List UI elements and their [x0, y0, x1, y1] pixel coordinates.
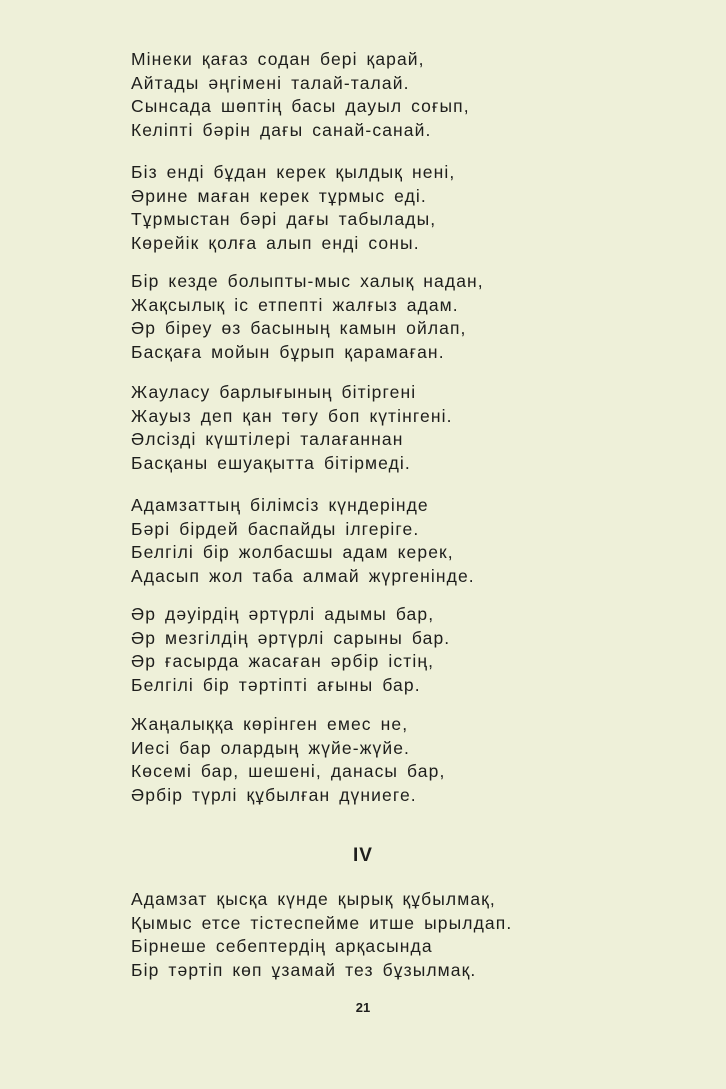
section-heading: IV [353, 845, 373, 866]
verse-line: Белгілі бір тәртіпті ағыны бар. [131, 674, 421, 695]
verse-line: Басқаны ешуақытта бітірмеді. [131, 452, 411, 473]
stanza-4 [131, 381, 453, 475]
verse-line: Әр мезгілдің әртүрлі сарыны бар. [131, 627, 451, 648]
verse-line: Көсемі бар, шешені, данасы бар, [131, 761, 446, 781]
stanza-3 [131, 270, 484, 364]
verse-line: Жақсылық іс етпепті жалғыз адам. [131, 294, 459, 315]
verse-line: Айтады әңгімені талай-талай. [131, 72, 410, 93]
verse-line: Бәрі бірдей баспайды ілгеріге. [131, 518, 420, 539]
verse-line: Адамзат қысқа күнде қырық құбылмақ, [131, 889, 496, 909]
verse-line: Белгілі бір жолбасшы адам керек, [131, 542, 454, 562]
verse-line: Әр біреу өз басының камын ойлап, [131, 318, 467, 338]
verse-line: Адамзаттың білімсіз күндерінде [131, 495, 429, 515]
verse-line: Бірнеше себептердің арқасында [131, 936, 433, 956]
verse-line: Адасып жол таба алмай жүргенінде. [131, 565, 475, 586]
page-number: 21 [355, 1000, 371, 1015]
stanza-6 [131, 603, 450, 697]
stanza-8 [131, 888, 512, 982]
verse-line: Тұрмыстан бәрі дағы табылады, [131, 209, 437, 229]
verse-line: Әлсізді күштілері талағаннан [131, 429, 404, 449]
verse-line: Бір тәртіп көп ұзамай тез бұзылмақ. [131, 959, 477, 980]
verse-line: Басқаға мойын бұрып қарамаған. [131, 341, 445, 362]
verse-line: Әр ғасырда жасаған әрбір істің, [131, 651, 435, 671]
verse-line: Сынсада шөптің басы дауыл соғып, [131, 96, 470, 116]
verse-line: Қымыс етсе тістеспейме итше ырылдап. [131, 912, 513, 933]
verse-line: Біз енді бұдан керек қылдық нені, [131, 162, 456, 182]
verse-line: Жаңалыққа көрінген емес не, [131, 714, 409, 734]
verse-line: Әр дәуірдің әртүрлі адымы бар, [131, 604, 435, 624]
verse-line: Әрбір түрлі құбылған дүниеге. [131, 784, 417, 805]
verse-line: Иесі бар олардың жүйе-жүйе. [131, 737, 411, 758]
stanza-5 [131, 494, 475, 588]
stanza-2 [131, 161, 455, 255]
verse-line: Көрейік қолға алып енді соны. [131, 232, 420, 253]
verse-line: Бір кезде болыпты-мыс халық надан, [131, 271, 484, 291]
verse-line: Мінеки қағаз содан бері қарай, [131, 49, 425, 69]
verse-line: Жауыз деп қан төгу боп күтінгені. [131, 405, 453, 426]
verse-line: Келіпті бәрін дағы санай-санай. [131, 119, 432, 140]
verse-line: Жауласу барлығының бітіргені [131, 382, 417, 402]
verse-line: Әрине маған керек тұрмыс еді. [131, 185, 427, 206]
stanza-7 [131, 713, 445, 807]
stanza-1 [131, 48, 470, 142]
